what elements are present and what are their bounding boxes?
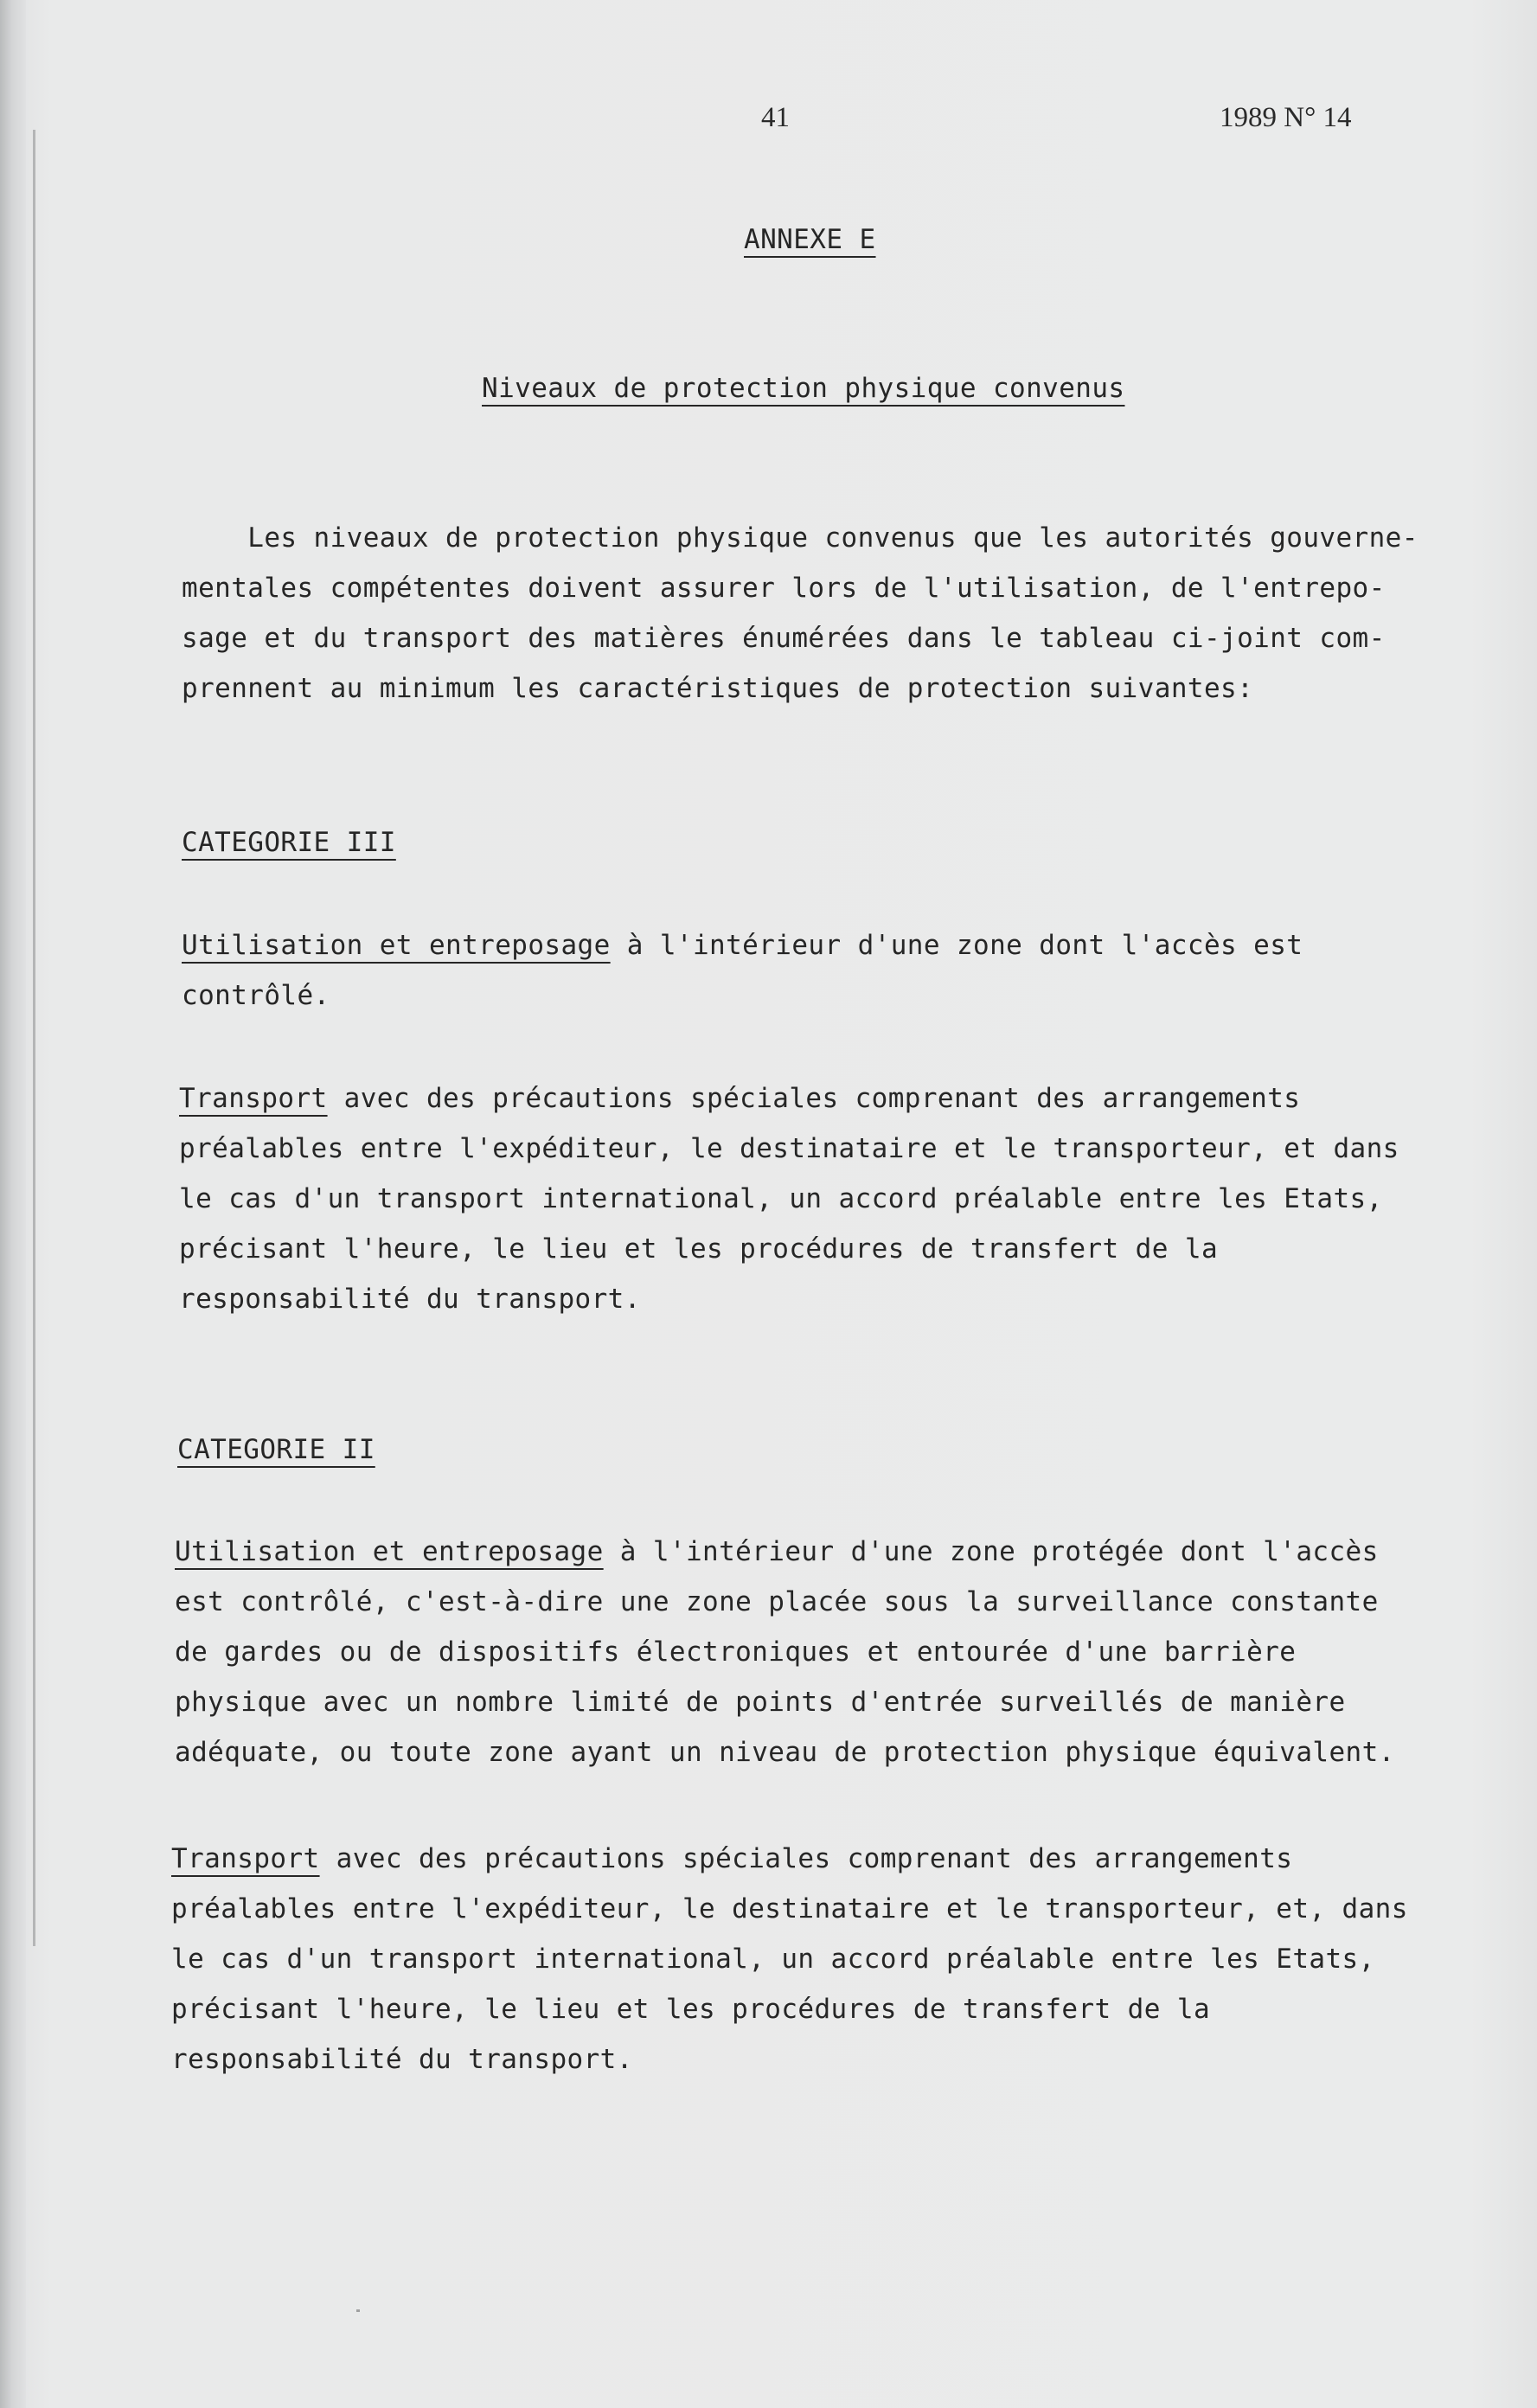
page-number: 41 bbox=[761, 102, 790, 133]
paragraph-line bbox=[179, 1073, 1399, 1124]
category-3-heading: CATEGORIE III bbox=[182, 827, 396, 858]
intro-line: mentales compétentes doivent assurer lors de l'utilisation, de l'entrepo- bbox=[182, 573, 1386, 604]
line-text: avec des précautions spéciales comprenant des arrangements bbox=[327, 1083, 1301, 1114]
transport-label: Transport bbox=[171, 1843, 320, 1874]
annex-title: ANNEXE E bbox=[744, 224, 876, 255]
section-title: Niveaux de protection physique convenus bbox=[482, 373, 1125, 404]
paragraph-line: physique avec un nombre limité de points d'entrée surveillés de manière bbox=[175, 1687, 1346, 1718]
transport-label: Transport bbox=[179, 1083, 328, 1114]
paper-speck bbox=[356, 2309, 360, 2312]
paragraph-line: précisant l'heure, le lieu et les procédures de transfert de la bbox=[171, 1994, 1211, 2025]
line-text: à l'intérieur d'une zone protégée dont l'accès bbox=[603, 1536, 1379, 1567]
category-2-transport-paragraph bbox=[171, 1834, 1408, 2085]
paragraph-line: le cas d'un transport international, un accord préalable entre les Etats, bbox=[171, 1944, 1375, 1975]
binding-shadow-line bbox=[33, 130, 35, 1946]
paragraph-line: préalables entre l'expéditeur, le destinataire et le transporteur, et dans bbox=[179, 1133, 1399, 1164]
paragraph-line: le cas d'un transport international, un accord préalable entre les Etats, bbox=[179, 1183, 1383, 1214]
use-label: Utilisation et entreposage bbox=[182, 930, 611, 961]
issue-number: 1989 N° 14 bbox=[1220, 102, 1352, 133]
intro-line: sage et du transport des matières énumérées dans le tableau ci-joint com- bbox=[182, 623, 1386, 654]
line-text: à l'intérieur d'une zone dont l'accès est bbox=[610, 930, 1303, 961]
paragraph-line: de gardes ou de dispositifs électroniques et entourée d'une barrière bbox=[175, 1636, 1297, 1668]
use-label: Utilisation et entreposage bbox=[175, 1536, 604, 1567]
line-text: avec des précautions spéciales comprenant des arrangements bbox=[319, 1843, 1293, 1874]
intro-line: prennent au minimum les caractéristiques de protection suivantes: bbox=[182, 673, 1254, 704]
paragraph-line: responsabilité du transport. bbox=[171, 2044, 633, 2075]
category-3-transport-paragraph bbox=[179, 1073, 1399, 1324]
paragraph-line bbox=[175, 1527, 1395, 1577]
paragraph-line: responsabilité du transport. bbox=[179, 1284, 641, 1315]
paragraph-line: est contrôlé, c'est-à-dire une zone placée sous la surveillance constante bbox=[175, 1586, 1379, 1617]
category-2-use-paragraph bbox=[175, 1527, 1395, 1777]
paragraph-line: contrôlé. bbox=[182, 980, 330, 1011]
paragraph-line: adéquate, ou toute zone ayant un niveau de protection physique équivalent. bbox=[175, 1737, 1395, 1768]
intro-paragraph bbox=[182, 513, 1419, 714]
category-2-heading: CATEGORIE II bbox=[177, 1434, 375, 1465]
category-3-use-paragraph bbox=[182, 920, 1303, 1021]
binding-edge bbox=[0, 0, 26, 2408]
paragraph-line bbox=[171, 1834, 1408, 1884]
paragraph-line bbox=[182, 920, 1303, 970]
paragraph-line: préalables entre l'expéditeur, le destinataire et le transporteur, et, dans bbox=[171, 1893, 1408, 1924]
paragraph-line: précisant l'heure, le lieu et les procédures de transfert de la bbox=[179, 1233, 1219, 1265]
intro-line: Les niveaux de protection physique convenus que les autorités gouverne- bbox=[182, 522, 1419, 554]
